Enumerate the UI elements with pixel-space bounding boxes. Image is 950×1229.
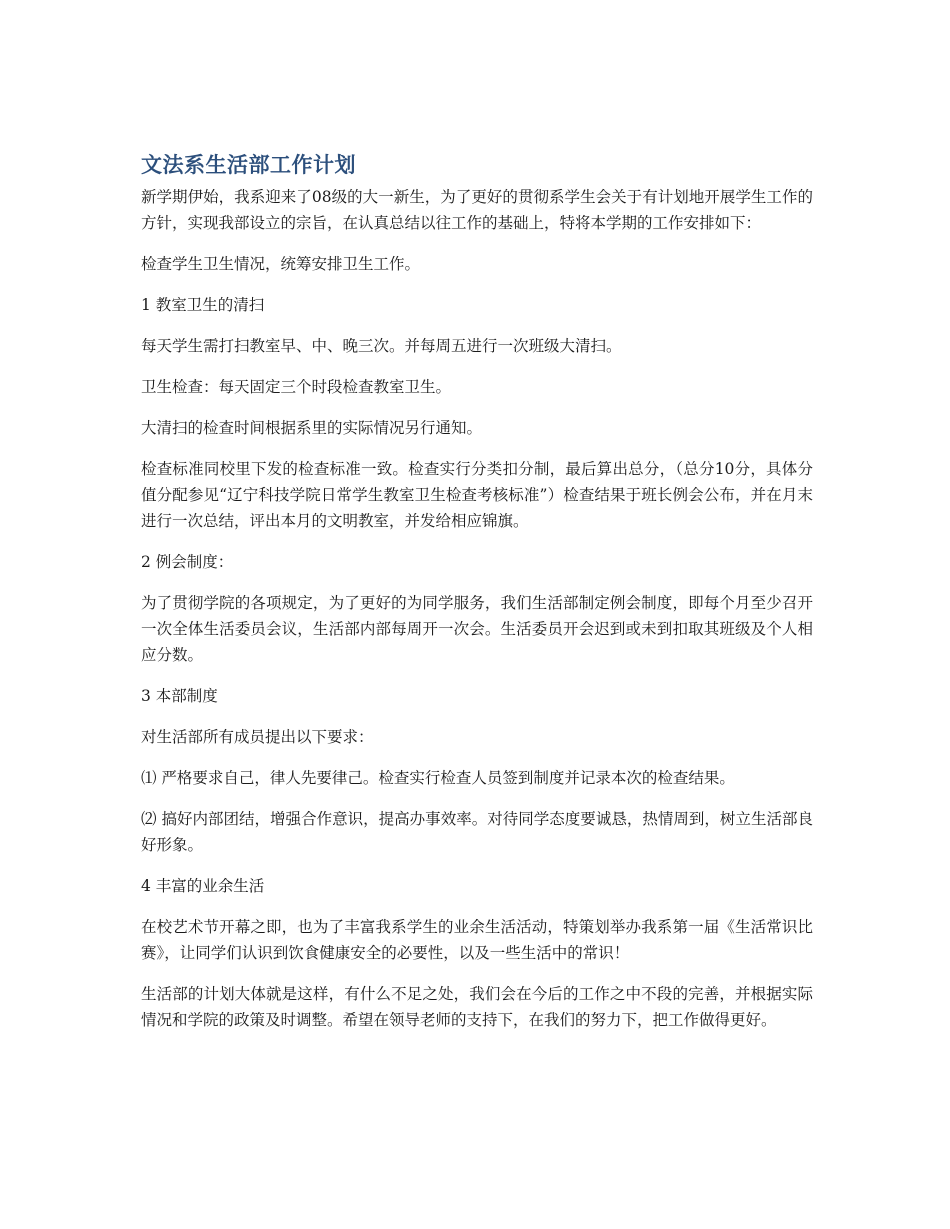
paragraph-member-requirements: 对生活部所有成员提出以下要求： [141,728,374,746]
paragraph-hygiene-inspection: 卫生检查：每天固定三个时段检查教室卫生。 [141,378,452,396]
section-heading-leisure-life: 4 丰富的业余生活 [141,877,265,895]
document-page [141,150,813,1048]
section-heading-department-rules: 3 本部制度 [141,687,218,705]
paragraph-big-cleaning-schedule: 大清扫的检查时间根据系里的实际情况另行通知。 [141,419,483,437]
intro-paragraph: 新学期伊始，我系迎来了08级的大一新生，为了更好的贯彻系学生会关于有计划地开展学生工作的方针，实现我部设立的宗旨，在认真总结以往工作的基础上，特将本学期的工作安排如下： [141,188,813,232]
paragraph-inspection-standard: 检查标准同校里下发的检查标准一致。检查实行分类扣分制，最后算出总分，（总分10分，具体分值分配参见“辽宁科技学院日常学生教室卫生检查考核标准”）检查结果于班长例会公布，并在月末进行一次总结，评出本月的文明教室，并发给相应锦旗。 [141,460,813,530]
document-title: 文法系生活部工作计划 [141,153,356,177]
paragraph-life-knowledge-contest: 在校艺术节开幕之即，也为了丰富我系学生的业余生活活动，特策划举办我系第一届《生活常识比赛》，让同学们认识到饮食健康安全的必要性，以及一些生活中的常识！ [141,918,813,962]
paragraph-hygiene-check: 检查学生卫生情况，统筹安排卫生工作。 [141,255,421,273]
section-heading-meeting-system: 2 例会制度： [141,553,234,571]
list-item-requirement-1: ⑴ 严格要求自己，律人先要律己。检查实行检查人员签到制度并记录本次的检查结果。 [141,769,735,787]
list-item-requirement-2: ⑵ 搞好内部团结，增强合作意识，提高办事效率。对待同学态度要诚恳，热情周到，树立生活部良好形象。 [141,810,813,854]
paragraph-meeting-system: 为了贯彻学院的各项规定，为了更好的为同学服务，我们生活部制定例会制度，即每个月至少召开一次全体生活委员会议，生活部内部每周开一次会。生活委员开会迟到或未到扣取其班级及个人相应分数。 [141,594,813,664]
paragraph-daily-cleaning: 每天学生需打扫教室早、中、晚三次。并每周五进行一次班级大清扫。 [141,337,622,355]
section-heading-classroom-cleaning: 1 教室卫生的清扫 [141,296,265,314]
paragraph-conclusion: 生活部的计划大体就是这样，有什么不足之处，我们会在今后的工作之中不段的完善，并根据实际情况和学院的政策及时调整。希望在领导老师的支持下，在我们的努力下，把工作做得更好。 [141,985,813,1029]
